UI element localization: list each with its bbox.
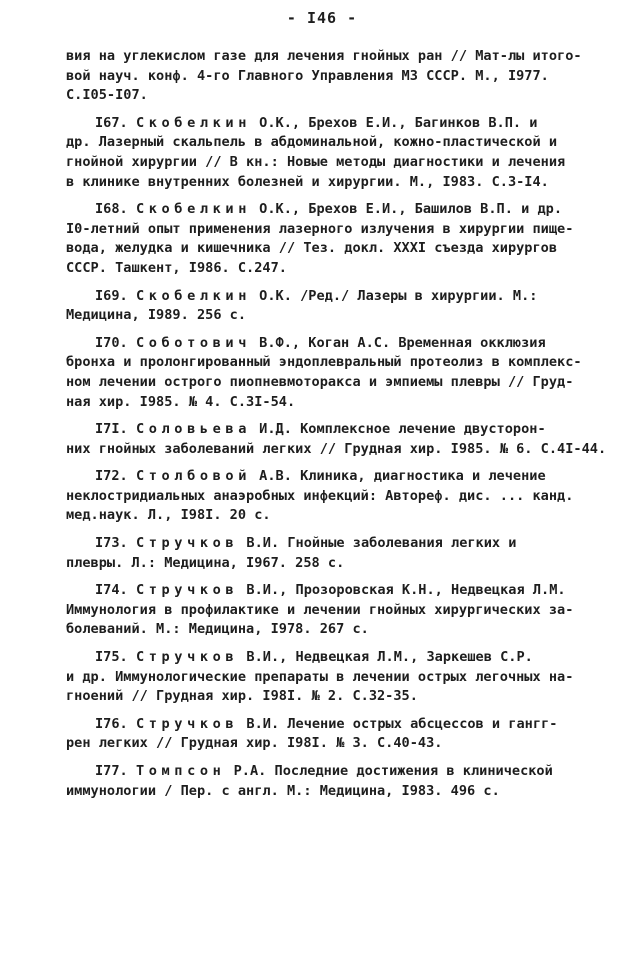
entry-first-line xyxy=(66,534,596,554)
text-line: вия на углекислом газе для лечения гнойных ран // Мат-лы итого- xyxy=(66,48,582,64)
bibliography-entry xyxy=(66,715,596,754)
continued-entry xyxy=(66,47,596,106)
text-line: ном лечении острого пиопневмоторакса и эмпиемы плевры // Груд- xyxy=(66,373,574,390)
entry-number: I76. xyxy=(95,715,128,732)
entry-author: Томпсон xyxy=(135,763,226,779)
entry-first-line xyxy=(66,287,596,307)
entry-text: В.Ф., Коган А.С. Временная окклюзия xyxy=(251,334,546,351)
text-line: гнойной хирургии // В кн.: Новые методы диагностики и лечения xyxy=(66,153,566,170)
entry-author: Стручков xyxy=(135,649,239,666)
entry-number: I7I. xyxy=(95,421,128,438)
text-line: в клинике внутренних болезней и хирургии. М., I983. С.3-I4. xyxy=(66,173,549,190)
entry-text: О.К. /Ред./ Лазеры в хирургии. М.: xyxy=(251,287,538,304)
bibliography-entry xyxy=(66,534,596,573)
bibliography-entry xyxy=(66,200,596,278)
entry-first-line xyxy=(66,114,596,134)
text-line: Медицина, I989. 256 с. xyxy=(66,307,247,324)
text-line: них гнойных заболеваний легких // Грудная хир. I985. № 6. С.4I-44. xyxy=(66,440,607,457)
entry-author: Стручков xyxy=(135,715,239,732)
entry-first-line xyxy=(66,581,596,601)
bibliography-entry xyxy=(66,467,596,526)
text-line: ная хир. I985. № 4. С.3I-54. xyxy=(66,393,296,410)
text-line: рен легких // Грудная хир. I98I. № 3. С.40-43. xyxy=(66,735,443,752)
entry-first-line xyxy=(66,648,596,668)
text-line: др. Лазерный скальпель в абдоминальной, кожно-пластической и xyxy=(66,134,558,151)
entry-text: В.И., Недвецкая Л.М., Заркешев С.Р. xyxy=(238,649,533,666)
text-line: иммунологии / Пер. с англ. М.: Медицина, I983. 496 с. xyxy=(66,782,500,799)
entry-first-line xyxy=(66,762,596,782)
bibliography-entry xyxy=(66,420,607,459)
entry-author: Стручков xyxy=(135,535,239,552)
bibliography-entry xyxy=(66,648,596,707)
text-line: и др. Иммунологические препараты в лечении острых легочных на- xyxy=(66,668,574,685)
entry-author: Скобелкин xyxy=(135,287,251,304)
entry-author: Скобелкин xyxy=(135,114,251,131)
entry-text: О.К., Брехов Е.И., Башилов В.П. и др. xyxy=(251,201,562,218)
entry-author: Соботович xyxy=(135,334,251,351)
entry-number: I75. xyxy=(95,649,128,666)
entry-author: Столбовой xyxy=(135,468,251,485)
entry-number: I67. xyxy=(95,114,128,131)
page-number: - I46 - xyxy=(286,9,358,27)
text-line: плевры. Л.: Медицина, I967. 258 с. xyxy=(66,554,345,571)
text-line: СССР. Ташкент, I986. С.247. xyxy=(66,259,287,276)
entry-number: I77. xyxy=(95,763,128,779)
entry-text: В.И. Лечение острых абсцессов и гангг- xyxy=(238,715,558,732)
entry-number: I68. xyxy=(95,201,128,218)
text-line: I0-летний опыт применения лазерного излучения в хирургии пище- xyxy=(66,220,574,237)
bibliography xyxy=(66,47,607,809)
entry-first-line xyxy=(66,200,596,220)
entry-first-line xyxy=(66,715,596,735)
bibliography-entry xyxy=(66,334,596,412)
entry-number: I69. xyxy=(95,287,128,304)
entry-text: А.В. Клиника, диагностика и лечение xyxy=(251,468,546,485)
entry-author: Скобелкин xyxy=(135,201,251,218)
bibliography-entry xyxy=(66,762,596,801)
entry-first-line xyxy=(66,420,596,440)
entry-text: И.Д. Комплексное лечение двусторон- xyxy=(251,421,546,438)
entry-author: Стручков xyxy=(135,582,239,599)
text-line: Иммунология в профилактике и лечении гнойных хирургических за- xyxy=(66,601,574,618)
bibliography-entry xyxy=(66,581,596,640)
entry-list xyxy=(66,114,607,801)
text-line: С.I05-I07. xyxy=(66,87,148,104)
entry-number: I73. xyxy=(95,535,128,552)
text-line: неклостридиальных анаэробных инфекций: Автореф. дис. ... канд. xyxy=(66,487,574,504)
entry-first-line xyxy=(66,467,596,487)
entry-author: Соловьева xyxy=(135,421,251,438)
entry-text: Р.А. Последние достижения в клинической xyxy=(225,763,553,779)
entry-number: I72. xyxy=(95,468,128,485)
entry-text: В.И. Гнойные заболевания легких и xyxy=(238,535,517,552)
entry-first-line xyxy=(66,334,596,354)
entry-text: В.И., Прозоровская К.Н., Недвецкая Л.М. xyxy=(238,582,566,599)
bibliography-entry xyxy=(66,287,596,326)
entry-text: О.К., Брехов Е.И., Багинков В.П. и xyxy=(251,114,538,131)
entry-number: I74. xyxy=(95,582,128,599)
text-line: бронха и пролонгированный эндоплевральный протеолиз в комплекс- xyxy=(66,354,582,371)
text-line: болеваний. М.: Медицина, I978. 267 с. xyxy=(66,621,369,638)
text-line: гноений // Грудная хир. I98I. № 2. С.32-35. xyxy=(66,688,418,705)
text-line: мед.наук. Л., I98I. 20 с. xyxy=(66,507,271,524)
text-line: вода, желудка и кишечника // Тез. докл. XXXI съезда хирургов xyxy=(66,240,558,257)
text-line: вой науч. конф. 4-го Главного Управления МЗ СССР. М., I977. xyxy=(66,67,549,84)
bibliography-entry xyxy=(66,114,596,192)
entry-number: I70. xyxy=(95,334,128,351)
